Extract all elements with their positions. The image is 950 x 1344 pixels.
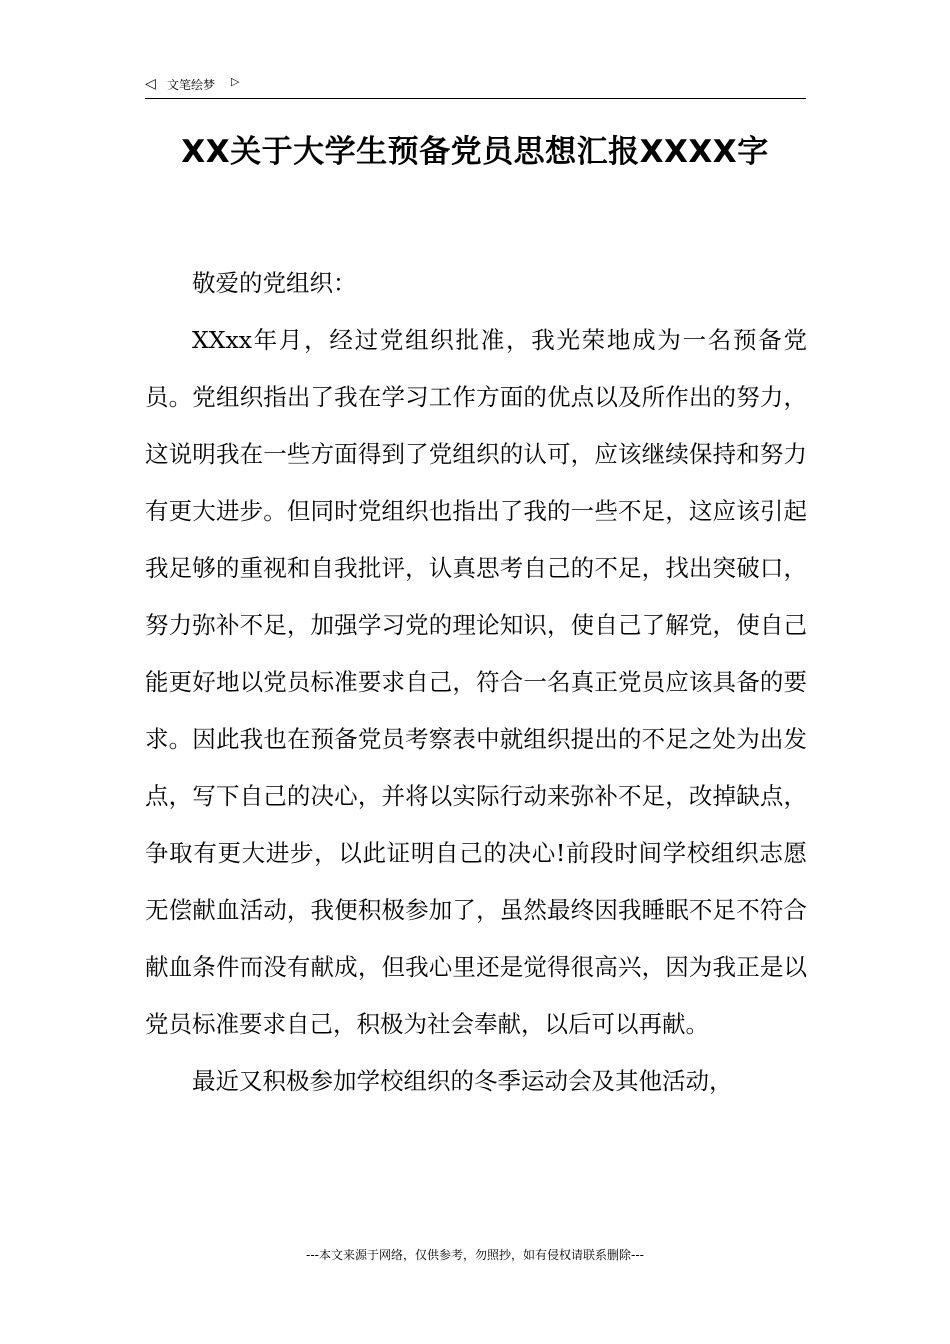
header-brand: 文笔绘梦 [167,78,216,92]
footer-notice: ---本文来源于网络，仅供参考，勿照抄，如有侵权请联系删除--- [306,1248,644,1262]
page-header [145,74,806,99]
body-paragraph: 最近又积极参加学校组织的冬季运动会及其他活动， [192,1067,733,1095]
left-triangle-icon: ◁ [145,76,156,92]
salutation: 敬爱的党组织： [192,269,357,297]
right-triangle-icon: ▷ [231,75,240,88]
document-title: XX关于大学生预备党员思想汇报XXXX字 [181,134,769,170]
document-body [145,255,807,1110]
body-paragraph: XXxx年月，经过党组织批准，我光荣地成为一名预备党员。党组织指出了我在学习工作方面的优点以及所作出的努力，这说明我在一些方面得到了党组织的认可，应该继续保持和努力有更大进步。但同时党组织也指出了我的一些不足，这应该引起我足够的重视和自我批评，认真思考自己的不足，找出突破口，努力弥补不足，加强学习党的理论知识，使自己了解党，使自己能更好地以党员标准要求自己，符合一名真正党员应该具备的要求。因此我也在预备党员考察表中就组织提出的不足之处为出发点，写下自己的决心，并将以实际行动来弥补不足，改掉缺点，争取有更大进步，以此证明自己的决心!前段时间学校组织志愿无偿献血活动，我便积极参加了，虽然最终因我睡眠不足不符合献血条件而没有献成，但我心里还是觉得很高兴，因为我正是以党员标准要求自己，积极为社会奉献，以后可以再献。 [145,326,807,1038]
